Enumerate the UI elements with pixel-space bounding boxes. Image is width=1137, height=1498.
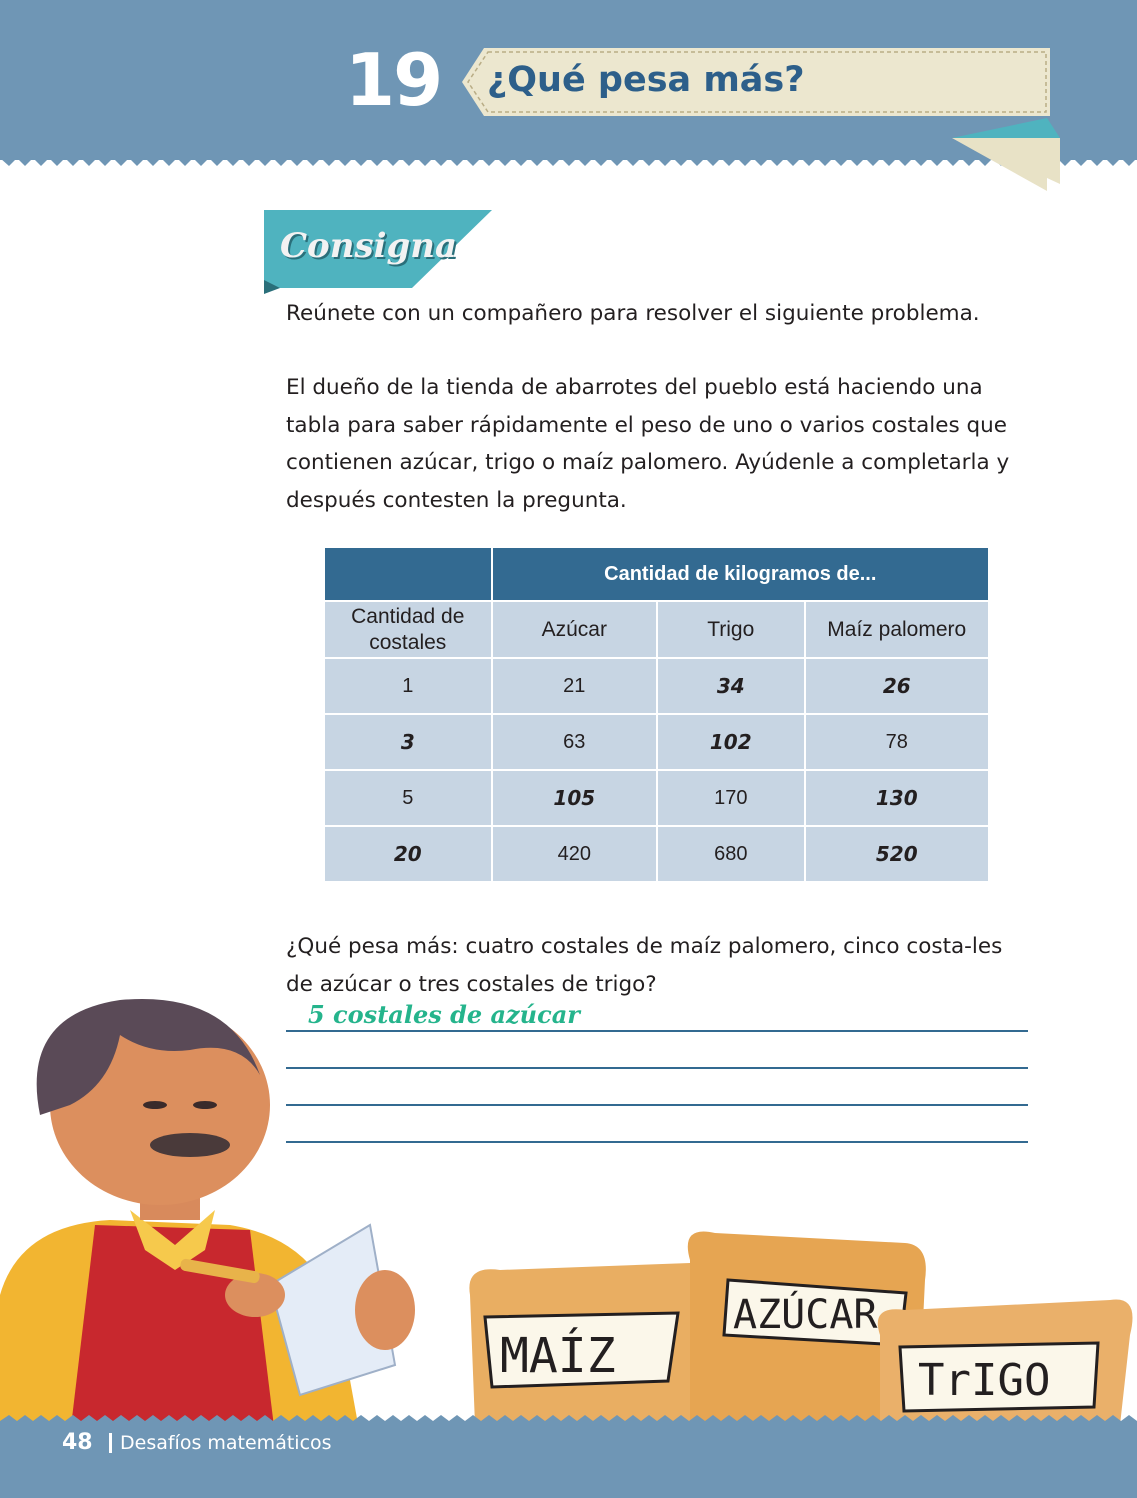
table-cell: 420 <box>492 826 657 882</box>
weights-table <box>323 546 990 883</box>
column-header-trigo: Trigo <box>657 601 804 658</box>
table-cell-handwritten: 26 <box>805 658 990 714</box>
column-header-costales: Cantidad de costales <box>324 601 492 658</box>
sack-maiz-label: MAÍZ <box>500 1328 616 1384</box>
page-number: 48 <box>62 1430 93 1455</box>
table-row <box>324 770 989 826</box>
table-group-header: Cantidad de kilogramos de... <box>492 547 989 601</box>
sack-trigo-label: TrIGO <box>918 1355 1051 1406</box>
table-cell: 78 <box>805 714 990 770</box>
table-row <box>324 826 989 882</box>
table-cell-handwritten: 105 <box>492 770 657 826</box>
table-row <box>324 658 989 714</box>
table-cell-blue: 680 <box>657 826 804 882</box>
answer-line[interactable] <box>286 1067 1028 1069</box>
table-cell: 170 <box>657 770 804 826</box>
answer-line[interactable] <box>286 1104 1028 1106</box>
answer-handwritten: 5 costales de azúcar <box>308 1000 580 1029</box>
table-cell-handwritten: 520 <box>805 826 990 882</box>
sack-azucar-label: AZÚCAR <box>733 1292 878 1338</box>
question-text: ¿Qué pesa más: cuatro costales de maíz palomero, cinco costa-les de azúcar o tres costales de trigo? <box>286 934 1003 997</box>
table-cell: 21 <box>492 658 657 714</box>
problem-paragraph: El dueño de la tienda de abarrotes del pueblo está haciendo una tabla para saber rápidamente el peso de uno o varios costales que contienen azúcar, trigo o maíz palomero. Ayúdenle a completarla y después contesten la pregunta. <box>286 375 1010 513</box>
footer-separator <box>109 1433 112 1453</box>
table-cell: 63 <box>492 714 657 770</box>
sack-trigo <box>878 1299 1133 1425</box>
answer-line[interactable] <box>286 1030 1028 1032</box>
shopkeeper <box>0 999 415 1435</box>
table-cell: 5 <box>324 770 492 826</box>
table-cell-handwritten: 130 <box>805 770 990 826</box>
lesson-title: ¿Qué pesa más? <box>487 60 805 100</box>
sack-maiz <box>469 1262 715 1425</box>
table-cell: 1 <box>324 658 492 714</box>
answer-line[interactable] <box>286 1141 1028 1143</box>
column-header-maiz: Maíz palomero <box>805 601 990 658</box>
table-cell-handwritten: 20 <box>324 826 492 882</box>
table-cell-handwritten: 3 <box>324 714 492 770</box>
consigna-label: Consigna <box>280 226 458 266</box>
lesson-number: 19 <box>345 38 442 122</box>
table-cell-handwritten: 34 <box>657 658 804 714</box>
shopkeeper-illustration <box>0 995 1137 1435</box>
book-title: Desafíos matemáticos <box>120 1432 332 1454</box>
instruction-paragraph: Reúnete con un compañero para resolver el siguiente problema. <box>286 301 980 326</box>
table-corner-cell <box>324 547 492 601</box>
table-cell-handwritten: 102 <box>657 714 804 770</box>
column-header-azucar: Azúcar <box>492 601 657 658</box>
table-row <box>324 714 989 770</box>
